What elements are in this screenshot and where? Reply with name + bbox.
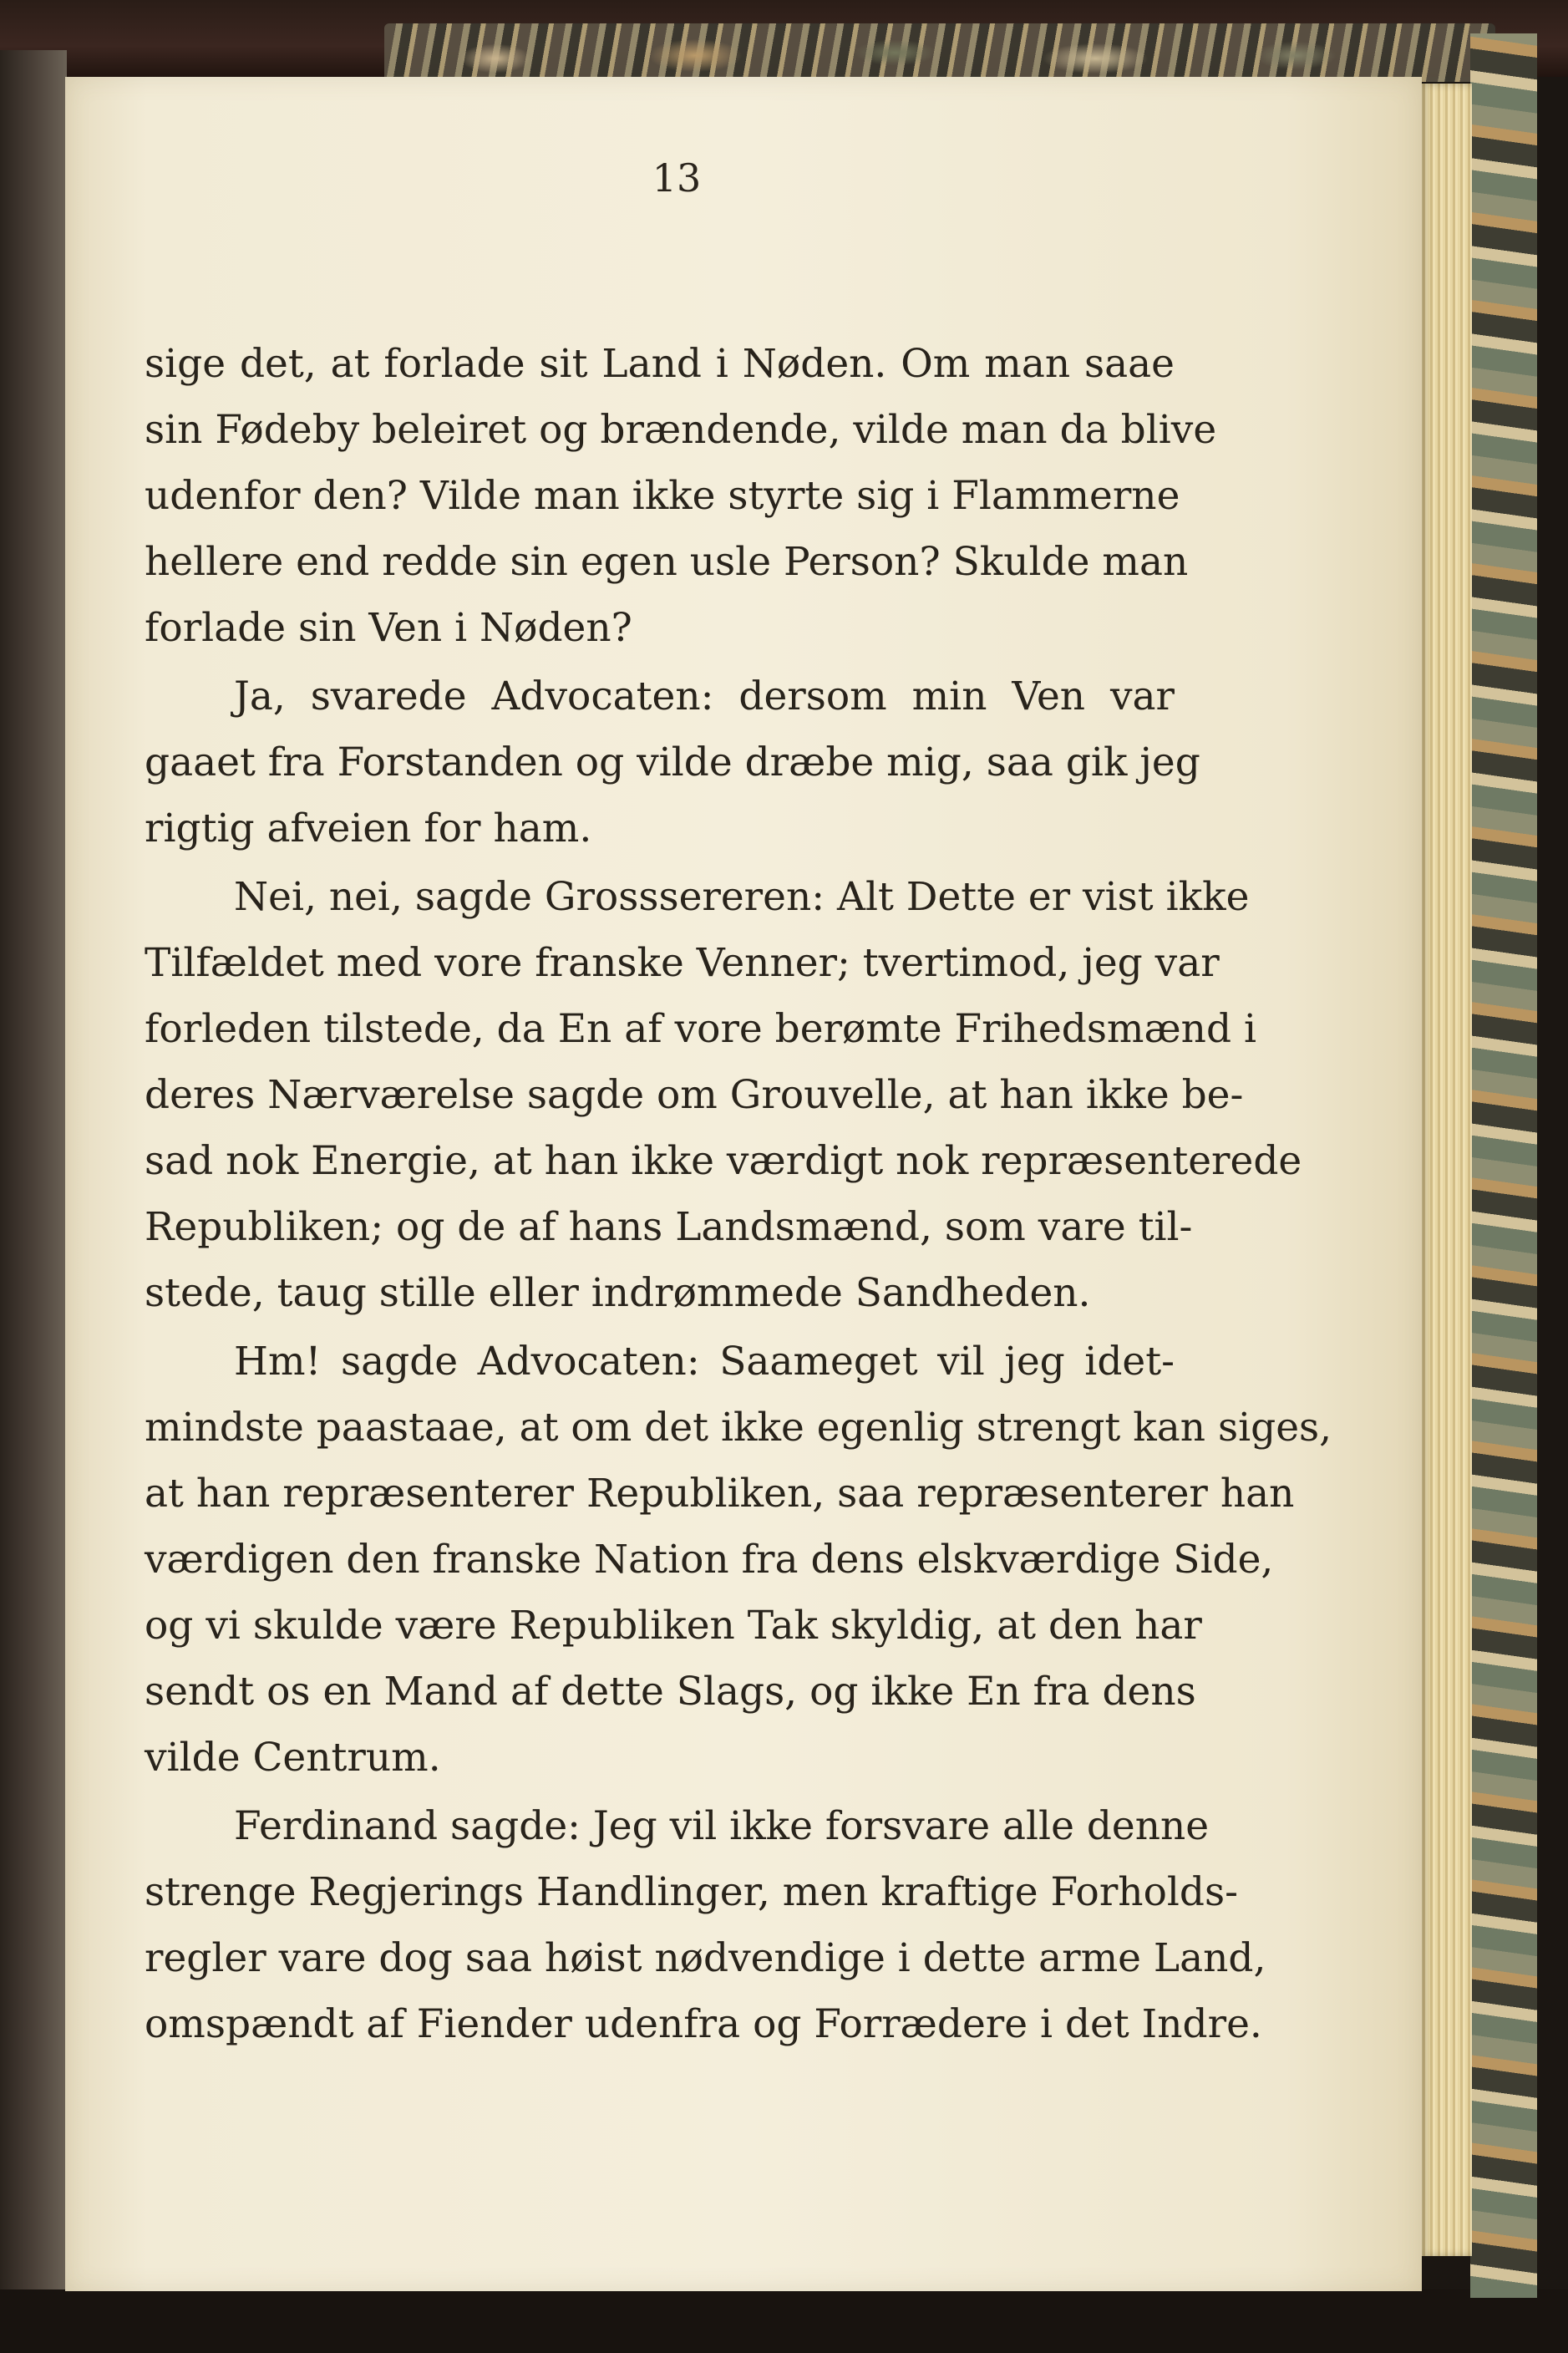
text-line: hellere end redde sin egen usle Person? Skulde man [145, 539, 1189, 585]
text-line: udenfor den? Vilde man ikke styrte sig i Flammerne [145, 473, 1180, 519]
marbled-edge-right [1470, 33, 1537, 2298]
text-line: værdigen den franske Nation fra dens elskværdige Side, [145, 1537, 1274, 1583]
text-line: vilde Centrum. [145, 1735, 441, 1781]
page-number: 13 [652, 155, 702, 201]
text-line: stede, taug stille eller indrømmede Sandheden. [145, 1270, 1091, 1316]
text-line: sendt os en Mand af dette Slags, og ikke En fra dens [145, 1669, 1196, 1715]
book-bottom-edge [0, 2289, 1568, 2353]
text-line: Tilfældet med vore franske Venner; tvertimod, jeg var [145, 940, 1220, 986]
marbled-edge-top [384, 23, 1495, 82]
text-line: Ja, svarede Advocaten: dersom min Ven var [234, 673, 1175, 719]
text-line: Hm! sagde Advocaten: Saameget vil jeg idet- [234, 1339, 1175, 1385]
text-line: Republiken; og de af hans Landsmænd, som vare til- [145, 1204, 1193, 1250]
page-fore-edge [1420, 84, 1472, 2256]
book-gutter [0, 50, 67, 2298]
text-line: mindste paastaae, at om det ikke egenlig strengt kan siges, [145, 1405, 1332, 1451]
text-line: regler vare dog saa høist nødvendige i dette arme Land, [145, 1935, 1266, 1981]
text-line: at han repræsenterer Republiken, saa repræsenterer han [145, 1471, 1295, 1517]
text-line: og vi skulde være Republiken Tak skyldig, at den har [145, 1603, 1202, 1649]
text-line: deres Nærværelse sagde om Grouvelle, at han ikke be- [145, 1072, 1244, 1118]
text-line: forlade sin Ven i Nøden? [145, 605, 632, 651]
text-line: sin Fødeby beleiret og brændende, vilde man da blive [145, 407, 1217, 453]
text-line: sad nok Energie, at han ikke værdigt nok repræsenterede [145, 1138, 1302, 1184]
text-line: Ferdinand sagde: Jeg vil ikke forsvare alle denne [234, 1803, 1210, 1849]
text-line: strenge Regjerings Handlinger, men kraftige Forholds- [145, 1869, 1238, 1915]
text-line: forleden tilstede, da En af vore berømte Frihedsmænd i [145, 1006, 1257, 1052]
text-line: Nei, nei, sagde Grosssereren: Alt Dette er vist ikke [234, 874, 1250, 920]
text-line: gaaet fra Forstanden og vilde dræbe mig, saa gik jeg [145, 739, 1200, 785]
text-line: sige det, at forlade sit Land i Nøden. Om man saae [145, 341, 1175, 387]
text-line: rigtig afveien for ham. [145, 806, 592, 851]
text-line: omspændt af Fiender udenfra og Forrædere i det Indre. [145, 2001, 1262, 2047]
